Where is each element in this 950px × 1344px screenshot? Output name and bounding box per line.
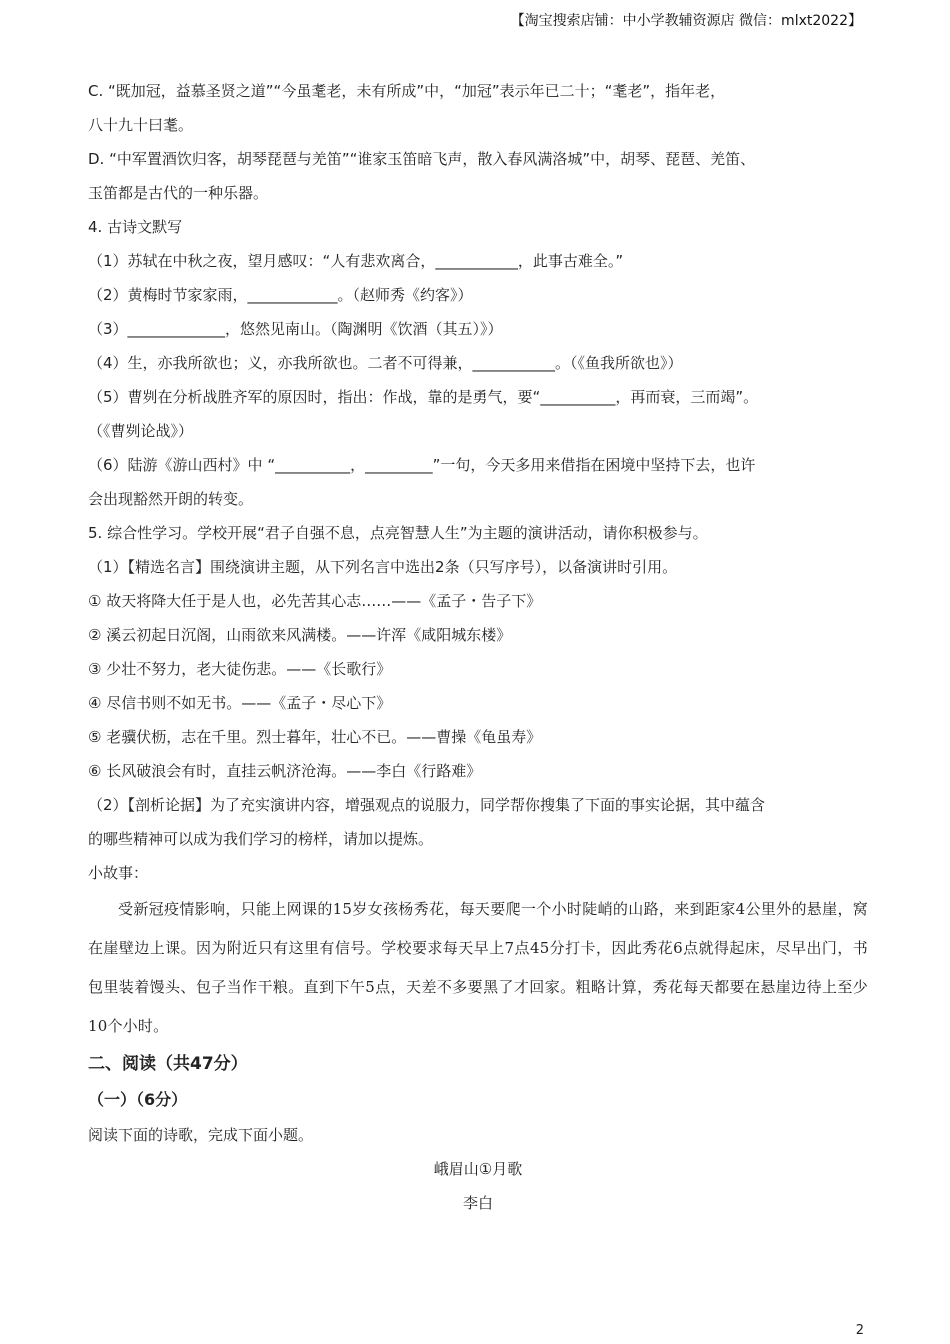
poem-author: 李白 bbox=[462, 1194, 493, 1212]
poem-title: 峨眉山①月歌 bbox=[433, 1160, 523, 1178]
q4-item: （4）生，亦我所欲也；义，亦我所欲也。二者不可得兼，___________。（《鱼我所欲也》） bbox=[88, 354, 683, 372]
quote-item: ② 溪云初起日沉阁，山雨欲来风满楼。——许浑《咸阳城东楼》 bbox=[88, 626, 512, 644]
question-4-title: 4. 古诗文默写 bbox=[88, 218, 183, 236]
quote-item: ⑤ 老骥伏枥，志在千里。烈士暮年，壮心不已。——曹操《龟虽寿》 bbox=[88, 728, 542, 746]
quote-item: ⑥ 长风破浪会有时，直挂云帆济沧海。——李白《行路难》 bbox=[88, 762, 482, 780]
q4-item: （1）苏轼在中秋之夜，望月感叹：“人有悲欢离合，___________，此事古难全。” bbox=[88, 252, 624, 270]
story-paragraph: 受新冠疫情影响，只能上网课的15岁女孩杨秀花，每天要爬一个小时陡峭的山路，来到距家4公里外的悬崖，窝在崖壁边上课。因为附近只有这里有信号。学校要求每天早上7点45分打卡，因此秀花6点就得起床，尽早出门，书包里装着馒头、包子当作干粮。直到下午5点，天差不多要黑了才回家。粗略计算，秀花每天都要在悬崖边待上至少10个小时。 bbox=[88, 900, 868, 1035]
q5-part-1: （1）【精选名言】围绕演讲主题，从下列名言中选出2条（只写序号），以备演讲时引用。 bbox=[88, 558, 678, 576]
story-label: 小故事： bbox=[88, 864, 149, 882]
option-d-line-2: 玉笛都是古代的一种乐器。 bbox=[88, 184, 269, 202]
q4-item: （5）曹刿在分析战胜齐军的原因时，指出：作战，靠的是勇气，要“__________，再而衰，三而竭”。 bbox=[88, 388, 759, 406]
q4-item: （3）_____________，悠然见南山。（陶渊明《饮酒（其五）》） bbox=[88, 320, 503, 338]
q4-item: （2）黄梅时节家家雨，____________。（赵师秀《约客》） bbox=[88, 286, 473, 304]
reading-section-title: 二、阅读（共47分） bbox=[88, 1054, 248, 1074]
quote-item: ④ 尽信书则不如无书。——《孟子・尽心下》 bbox=[88, 694, 392, 712]
q5-part-2-line-1: （2）【剖析论据】为了充实演讲内容，增强观点的说服力，同学帮你搜集了下面的事实论据，其中蕴含 bbox=[88, 796, 766, 814]
q4-item: （6）陆游《游山西村》中 “__________，_________”一句，今天多用来借指在困境中坚持下去，也许 bbox=[88, 456, 756, 474]
question-5-title: 5. 综合性学习。学校开展“君子自强不息，点亮智慧人生”为主题的演讲活动，请你积极参与。 bbox=[88, 524, 708, 542]
option-c-line-2: 八十九十曰耄。 bbox=[88, 116, 194, 134]
q4-item: （《曹刿论战》） bbox=[88, 422, 194, 440]
option-c-line-1: C. “既加冠，益慕圣贤之道”“今虽耄老，未有所成”中，“加冠”表示年已二十；“耄老”，指年老， bbox=[88, 82, 726, 100]
q5-part-2-line-2: 的哪些精神可以成为我们学习的榜样，请加以提炼。 bbox=[88, 830, 434, 848]
reading-subsection-title: （一）（6分） bbox=[88, 1090, 188, 1109]
page-header: 【淘宝搜索店铺：中小学教辅资源店 微信：mlxt2022】 bbox=[510, 13, 862, 29]
quote-item: ③ 少壮不努力，老大徒伤悲。——《长歌行》 bbox=[88, 660, 392, 678]
q4-item: 会出现豁然开朗的转变。 bbox=[88, 490, 254, 508]
quote-item: ① 故天将降大任于是人也，必先苦其心志……——《孟子・告子下》 bbox=[88, 592, 542, 610]
option-d-line-1: D. “中军置酒饮归客，胡琴琵琶与羌笛”“谁家玉笛暗飞声，散入春风满洛城”中，胡琴、琵琶、羌笛、 bbox=[88, 150, 756, 168]
document-body bbox=[88, 74, 868, 1220]
page-number: 2 bbox=[855, 1323, 864, 1338]
reading-instruction: 阅读下面的诗歌，完成下面小题。 bbox=[88, 1126, 314, 1144]
